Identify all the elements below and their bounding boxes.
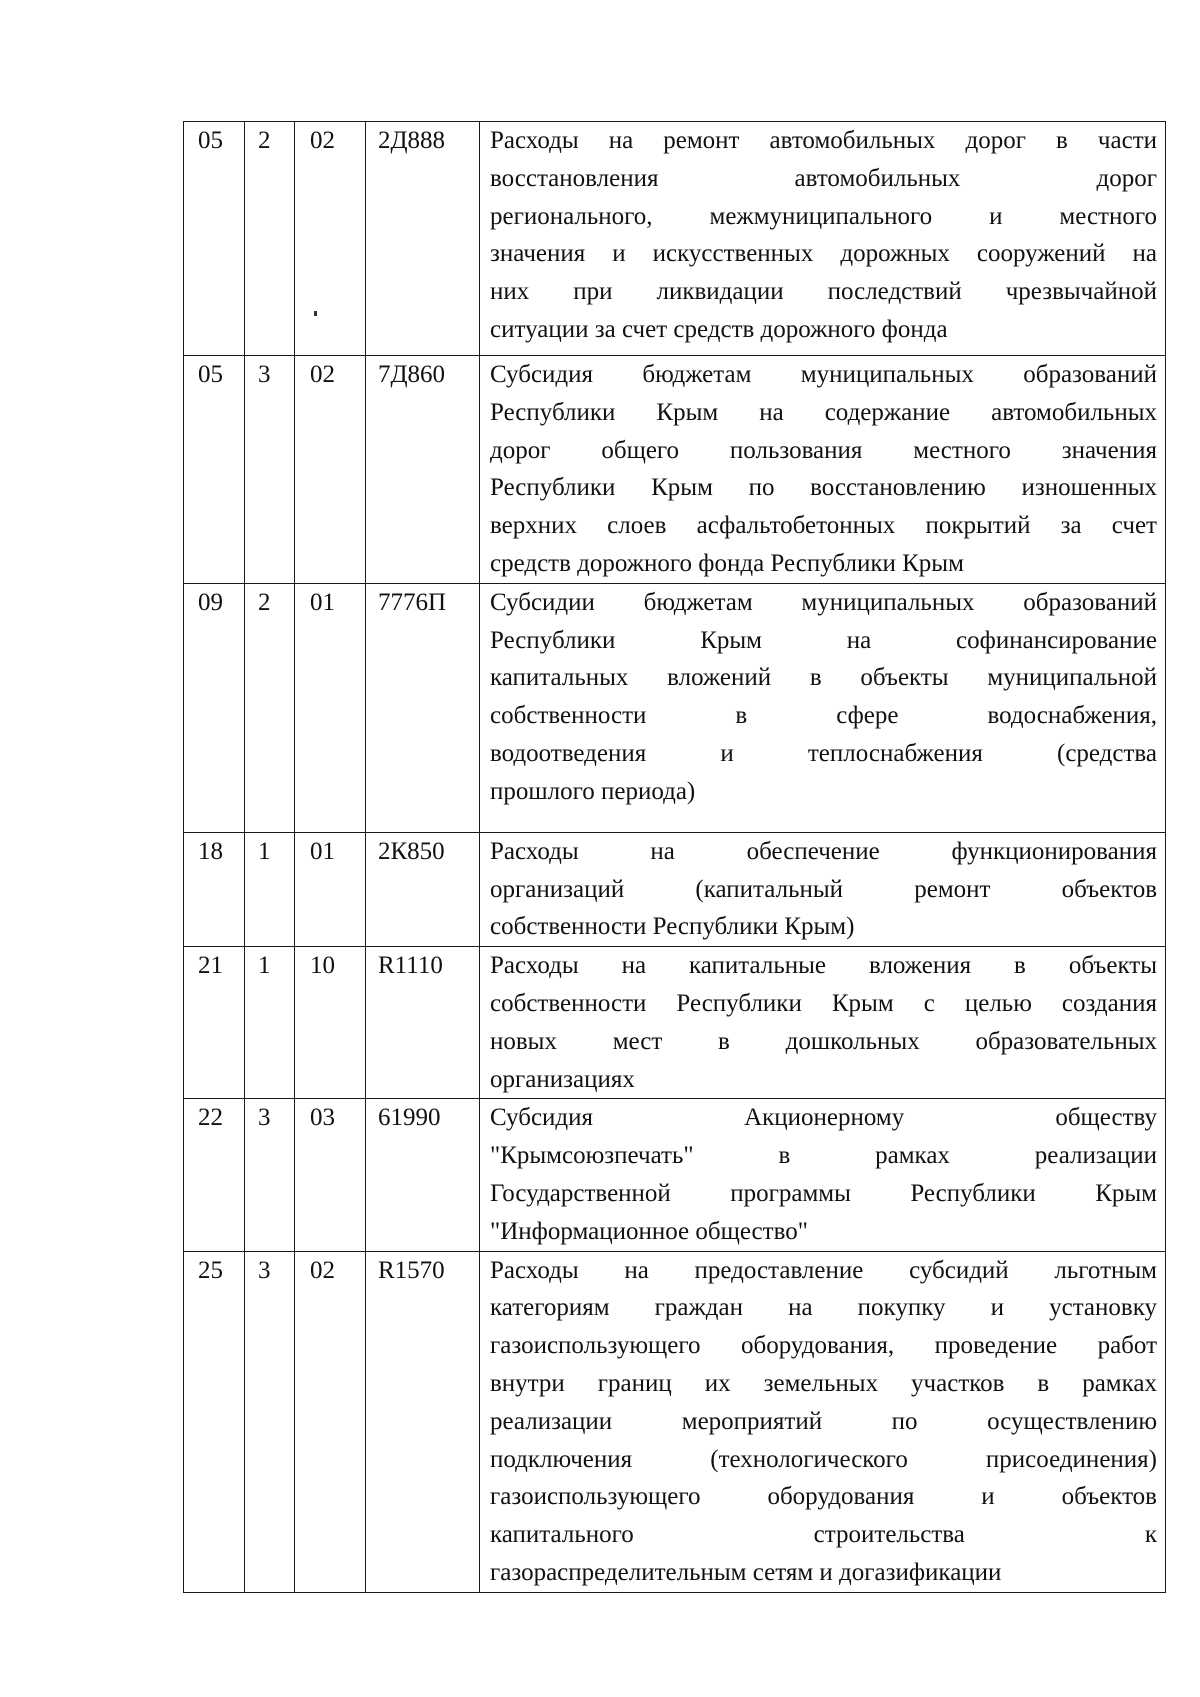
code-section-cell: 05	[184, 356, 245, 584]
description-line: категориям граждан на покупку и установку	[490, 1294, 1157, 1322]
description-line: Расходы на обеспечение функционирования	[490, 837, 1157, 865]
code-group-cell: 03	[295, 1099, 366, 1251]
code-section-cell: 09	[184, 583, 245, 832]
code-subsection-cell: 3	[245, 1251, 295, 1592]
description-line: Расходы на капитальные вложения в объекты	[490, 952, 1157, 980]
description-line: "Информационное общество"	[490, 1217, 808, 1245]
description-line: Государственной программы Республики Крым	[490, 1179, 1157, 1207]
description-line: капитальных вложений в объекты муниципальной	[490, 664, 1157, 692]
description-line: газоиспользующего оборудования и объектов	[490, 1483, 1157, 1511]
table-row	[184, 832, 1166, 946]
code-group-cell: 02	[295, 356, 366, 584]
description-line: собственности Республики Крым с целью создания	[490, 989, 1157, 1017]
description-line: Субсидии бюджетам муниципальных образований	[490, 588, 1157, 616]
description-line: подключения (технологического присоединения)	[490, 1445, 1157, 1473]
code-article-cell: 7Д860	[366, 356, 480, 584]
description-line: газоиспользующего оборудования, проведение работ	[490, 1332, 1157, 1360]
description-line: организаций (капитальный ремонт объектов	[490, 875, 1157, 903]
description-line: дорог общего пользования местного значения	[490, 436, 1157, 464]
table-row	[184, 1251, 1166, 1592]
code-section-cell: 25	[184, 1251, 245, 1592]
code-subsection-cell: 2	[245, 122, 295, 356]
description-line: капитального строительства к	[490, 1521, 1157, 1549]
description-line: ситуации за счет средств дорожного фонда	[490, 315, 948, 343]
description-cell	[480, 832, 1166, 946]
code-section-cell: 05	[184, 122, 245, 356]
table-row	[184, 947, 1166, 1099]
code-subsection-cell: 3	[245, 356, 295, 584]
description-line: Расходы на предоставление субсидий льготным	[490, 1256, 1157, 1284]
description-cell	[480, 356, 1166, 584]
description-line: новых мест в дошкольных образовательных	[490, 1027, 1157, 1055]
budget-code-table	[183, 121, 1166, 1593]
description-cell	[480, 1251, 1166, 1592]
description-line: внутри границ их земельных участков в рамках	[490, 1369, 1157, 1397]
description-cell	[480, 122, 1166, 356]
code-article-cell: 61990	[366, 1099, 480, 1251]
code-group-cell: 01	[295, 583, 366, 832]
table-row	[184, 583, 1166, 832]
code-article-cell: 2К850	[366, 832, 480, 946]
code-subsection-cell: 2	[245, 583, 295, 832]
code-article-cell: R1110	[366, 947, 480, 1099]
description-line: газораспределительным сетям и догазификации	[490, 1558, 1002, 1586]
description-line: них при ликвидации последствий чрезвычайной	[490, 278, 1157, 306]
description-line: Субсидия Акционерному обществу	[490, 1104, 1157, 1132]
description-line: "Крымсоюзпечать" в рамках реализации	[490, 1142, 1157, 1170]
code-group-cell: 01	[295, 832, 366, 946]
description-line: собственности Республики Крым)	[490, 913, 855, 941]
description-line: организациях	[490, 1065, 635, 1093]
description-line: водоотведения и теплоснабжения (средства	[490, 739, 1157, 767]
code-subsection-cell: 3	[245, 1099, 295, 1251]
table-body	[184, 122, 1166, 1593]
description-cell	[480, 583, 1166, 832]
description-line: значения и искусственных дорожных сооружений на	[490, 240, 1157, 268]
description-line: реализации мероприятий по осуществлению	[490, 1407, 1157, 1435]
description-line: верхних слоев асфальтобетонных покрытий за счет	[490, 512, 1157, 540]
description-line: регионального, межмуниципального и местного	[490, 202, 1157, 230]
description-line: Субсидия бюджетам муниципальных образований	[490, 361, 1157, 388]
description-line: прошлого периода)	[490, 777, 696, 805]
table-row	[184, 1099, 1166, 1251]
code-subsection-cell: 1	[245, 947, 295, 1099]
description-line: Республики Крым по восстановлению изношенных	[490, 474, 1157, 502]
code-article-cell: 7776П	[366, 583, 480, 832]
code-section-cell: 18	[184, 832, 245, 946]
description-line: средств дорожного фонда Республики Крым	[490, 549, 964, 577]
description-line: восстановления автомобильных дорог	[490, 164, 1157, 192]
table-row	[184, 356, 1166, 584]
description-line: собственности в сфере водоснабжения,	[490, 702, 1157, 730]
table-row	[184, 122, 1166, 356]
description-line: Республики Крым на содержание автомобильных	[490, 398, 1157, 426]
description-line: Расходы на ремонт автомобильных дорог в части	[490, 127, 1157, 154]
code-subsection-cell: 1	[245, 832, 295, 946]
code-group-cell: 02	[295, 1251, 366, 1592]
code-article-cell: R1570	[366, 1251, 480, 1592]
code-group-cell: 10	[295, 947, 366, 1099]
description-cell	[480, 1099, 1166, 1251]
code-section-cell: 22	[184, 1099, 245, 1251]
description-cell	[480, 947, 1166, 1099]
code-group-cell: 02	[295, 122, 366, 356]
code-article-cell: 2Д888	[366, 122, 480, 356]
description-line: Республики Крым на софинансирование	[490, 626, 1157, 654]
code-section-cell: 21	[184, 947, 245, 1099]
